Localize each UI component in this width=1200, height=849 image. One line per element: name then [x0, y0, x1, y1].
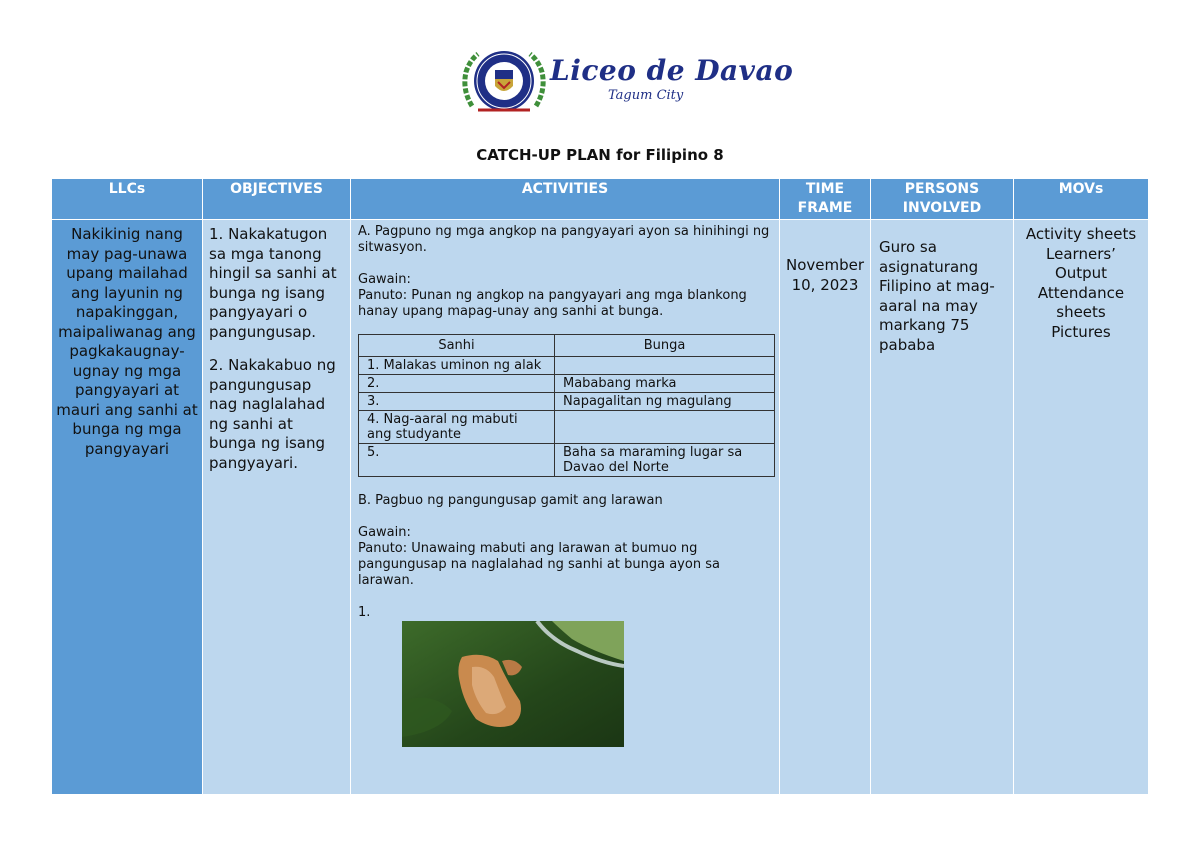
- table-row: [359, 375, 775, 393]
- bunga-cell: Mababang marka: [555, 375, 775, 393]
- bunga-cell: Baha sa maraming lugar sa Davao del Norte: [555, 444, 775, 477]
- school-seal-logo: [458, 46, 550, 116]
- school-city: Tagum City: [608, 88, 684, 103]
- page-title: CATCH-UP PLAN for Filipino 8: [476, 146, 724, 164]
- mov-item: Attendance sheets: [1037, 283, 1125, 321]
- time-frame-cell: November 10, 2023: [780, 220, 871, 795]
- column-header-persons: PERSONS INVOLVED: [871, 179, 1014, 220]
- sanhi-cell: 2.: [359, 375, 555, 393]
- sanhi-cell: 5.: [359, 444, 555, 477]
- activity-b-gawain: Gawain:: [358, 525, 411, 540]
- sanhi-cell: 1. Malakas uminon ng alak: [359, 357, 555, 375]
- movs-cell: [1014, 220, 1149, 795]
- sanhi-cell: 4. Nag-aaral ng mabuti ang studyante: [359, 411, 555, 444]
- activity-item-number: 1.: [358, 605, 371, 620]
- bunga-cell: Napagalitan ng magulang: [555, 393, 775, 411]
- sanhi-bunga-table: [358, 334, 775, 477]
- inner-header-bunga: Bunga: [555, 335, 775, 357]
- landslide-photo: [402, 621, 624, 747]
- school-header: [458, 46, 794, 116]
- column-header-objectives: OBJECTIVES: [203, 179, 351, 220]
- table-row: [359, 411, 775, 444]
- table-row: [52, 220, 1149, 795]
- persons-cell: Guro sa asignaturang Filipino at mag-aaral na may markang 75 pababa: [871, 220, 1014, 795]
- sanhi-cell: 3.: [359, 393, 555, 411]
- llc-cell: Nakikinig nang may pag-unawa upang mailahad ang layunin ng napakinggan, maipaliwanag ang pagkakaugnay-ugnay ng mga pangyayari at mauri ang sanhi at bunga ng mga pangyayari: [52, 220, 203, 795]
- bunga-cell: [555, 411, 775, 444]
- column-header-movs: MOVs: [1014, 179, 1149, 220]
- activity-b-panuto: Panuto: Unawaing mabuti ang larawan at bumuo ng pangungusap na naglalahad ng sanhi at bunga ayon sa larawan.: [358, 541, 720, 588]
- inner-header-sanhi: Sanhi: [359, 335, 555, 357]
- objective-item: 2. Nakakabuo ng pangungusap nag naglalahad ng sanhi at bunga ng isang pangyayari.: [209, 356, 336, 472]
- activity-a-heading: A. Pagpuno ng mga angkop na pangyayari ayon sa hinihingi ng sitwasyon.: [358, 224, 770, 255]
- column-header-llcs: LLCs: [52, 179, 203, 220]
- activity-a-gawain: Gawain:: [358, 272, 411, 287]
- mov-item: Pictures: [1051, 322, 1111, 341]
- table-row: [359, 444, 775, 477]
- column-header-time-frame: TIME FRAME: [780, 179, 871, 220]
- objective-item: 1. Nakakatugon sa mga tanong hingil sa sanhi at bunga ng isang pangyayari o pangungusap.: [209, 225, 337, 341]
- objectives-cell: [203, 220, 351, 795]
- column-header-activities: ACTIVITIES: [351, 179, 780, 220]
- activity-a-panuto: Panuto: Punan ng angkop na pangyayari ang mga blankong hanay upang mapag-unay ang sanhi at bunga.: [358, 288, 747, 319]
- mov-item: Activity sheets: [1025, 225, 1137, 243]
- catch-up-plan-table: [51, 178, 1149, 795]
- table-row: [359, 357, 775, 375]
- school-name: Liceo de Davao: [550, 54, 794, 87]
- activities-cell: [351, 220, 780, 795]
- activity-b-heading: B. Pagbuo ng pangungusap gamit ang larawan: [358, 493, 663, 508]
- mov-item: Learners’ Output: [1046, 244, 1116, 282]
- table-row: [359, 393, 775, 411]
- bunga-cell: [555, 357, 775, 375]
- table-header-row: [52, 179, 1149, 220]
